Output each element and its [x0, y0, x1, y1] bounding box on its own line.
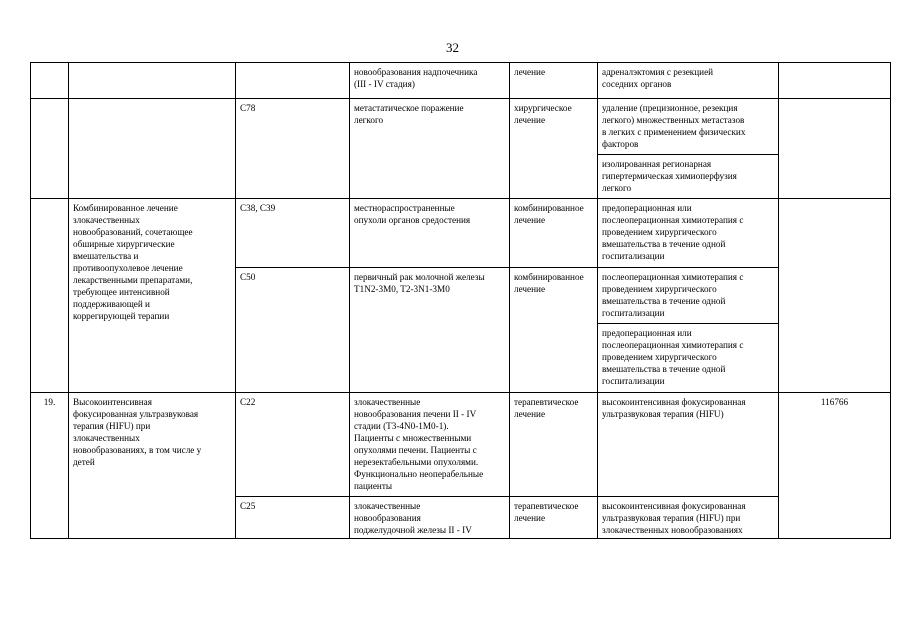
- table-row: [31, 199, 891, 268]
- cell-number: 19.: [31, 393, 69, 539]
- cell-diagnosis: злокачественные новообразования печени II - IV стадии (T3-4N0-1M0-1). Пациенты с множественными опухолями печени. Пациенты с нерезектабельными опухолями. Функционально неоперабельные пациенты: [350, 393, 510, 497]
- table-row: [31, 63, 891, 99]
- table-row: [31, 99, 891, 155]
- cell-treatment-type: терапевтическое лечение: [510, 393, 598, 497]
- cell-treatment-type: комбинированное лечение: [510, 268, 598, 393]
- cell-diagnosis: злокачественные новообразования поджелудочной железы II - IV: [350, 497, 510, 539]
- cell-diagnosis: первичный рак молочной железы T1N2-3M0, T2-3N1-3M0: [350, 268, 510, 393]
- cell-diagnosis: новообразования надпочечника (III - IV стадия): [350, 63, 510, 99]
- cell-treatment-method: удаление (прецизионное, резекция легкого) множественных метастазов в легких с применением физических факторов: [598, 99, 779, 155]
- cell-cost: [779, 99, 891, 199]
- cell-method-name: Высокоинтенсивная фокусированная ультразвуковая терапия (HIFU) при злокачественных новообразованиях, в том числе у детей: [69, 393, 236, 539]
- cell-code: C22: [236, 393, 350, 497]
- cell-treatment-method: высокоинтенсивная фокусированная ультразвуковая терапия (HIFU) при злокачественных новообразованиях: [598, 497, 779, 539]
- page-number: 32: [446, 40, 459, 55]
- cell-treatment-type: комбинированное лечение: [510, 199, 598, 268]
- cell-treatment-method: изолированная регионарная гипертермическая химиоперфузия легкого: [598, 155, 779, 199]
- cell-diagnosis: метастатическое поражение легкого: [350, 99, 510, 199]
- cell-method-name: [69, 63, 236, 99]
- cell-cost: [779, 199, 891, 393]
- cell-code: C25: [236, 497, 350, 539]
- cell-method-name: [69, 99, 236, 199]
- cell-treatment-method: адреналэктомия с резекцией соседних органов: [598, 63, 779, 99]
- cell-treatment-method: предоперационная или послеоперационная химиотерапия с проведением хирургического вмешательства в течение одной госпитализации: [598, 324, 779, 393]
- cell-diagnosis: местнораспространенные опухоли органов средостения: [350, 199, 510, 268]
- cell-treatment-method: послеоперационная химиотерапия с проведением хирургического вмешательства в течение одной госпитализации: [598, 268, 779, 324]
- cell-code: C50: [236, 268, 350, 393]
- cell-number: [31, 99, 69, 199]
- cell-number: [31, 199, 69, 393]
- cell-number: [31, 63, 69, 99]
- cell-treatment-method: высокоинтенсивная фокусированная ультразвуковая терапия (HIFU): [598, 393, 779, 497]
- cell-treatment-method: предоперационная или послеоперационная химиотерапия с проведением хирургического вмешательства в течение одной госпитализации: [598, 199, 779, 268]
- cell-treatment-type: хирургическое лечение: [510, 99, 598, 199]
- cell-code: C38, C39: [236, 199, 350, 268]
- cell-code: C78: [236, 99, 350, 199]
- cell-treatment-type: лечение: [510, 63, 598, 99]
- cell-treatment-type: терапевтическое лечение: [510, 497, 598, 539]
- services-table: [30, 62, 891, 539]
- cell-cost: 116766: [779, 393, 891, 539]
- table-row: [31, 393, 891, 497]
- cell-code: [236, 63, 350, 99]
- cell-method-name: Комбинированное лечение злокачественных новообразований, сочетающее обширные хирургические вмешательства и противоопухолевое лечение лекарственными препаратами, требующее интенсивной поддерживающей и коррегирующей терапии: [69, 199, 236, 393]
- cell-cost: [779, 63, 891, 99]
